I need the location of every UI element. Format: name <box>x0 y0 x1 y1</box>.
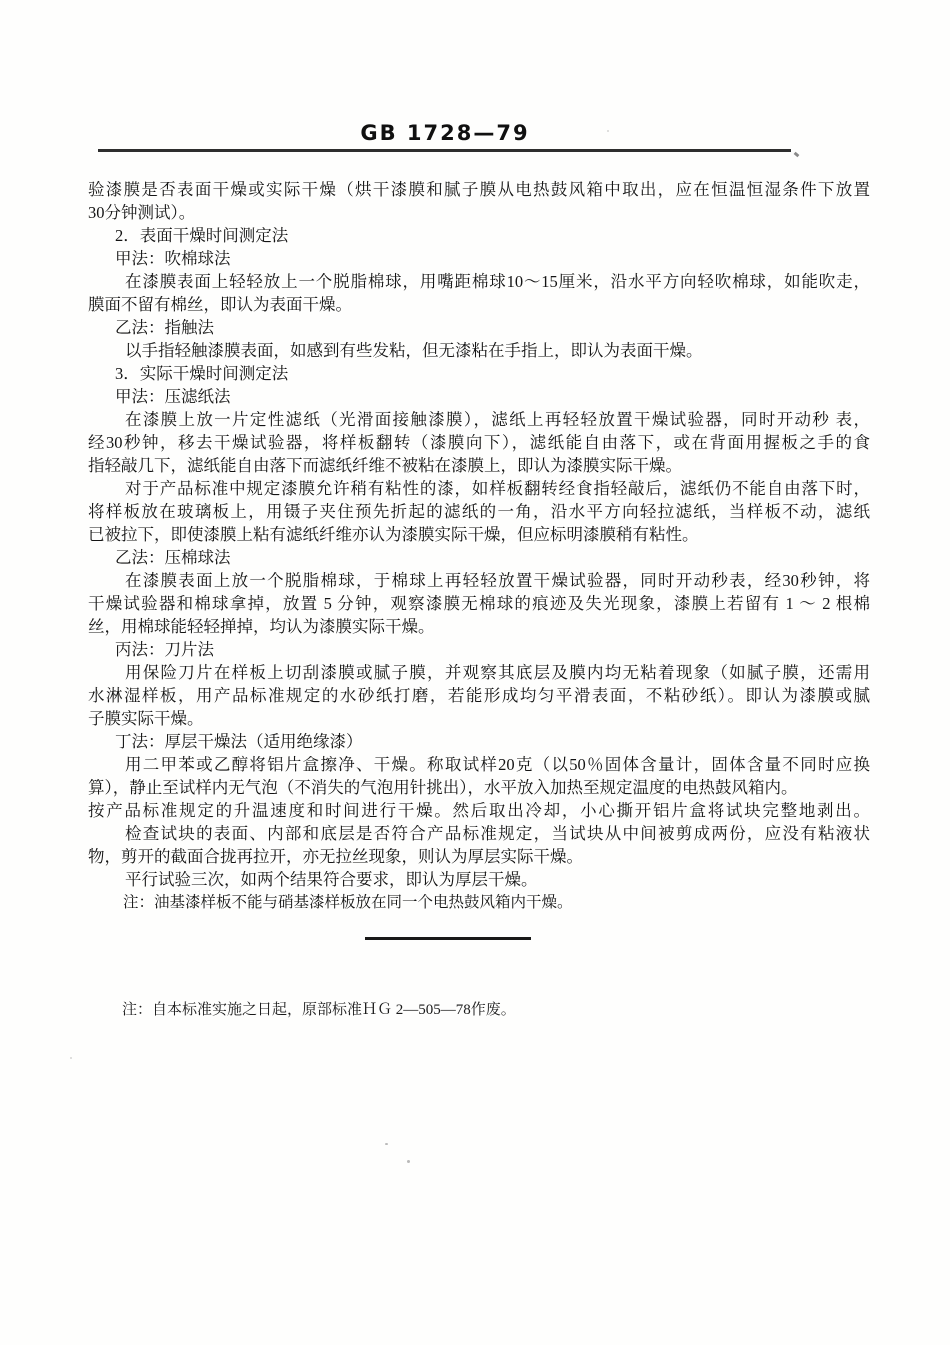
text-line: 平行试验三次，如两个结果符合要求，即认为厚层干燥。 <box>125 870 538 889</box>
text-line: 水淋湿样板，用产品标准规定的水砂纸打磨，若能形成均匀平滑表面，不粘砂纸）。即认为漆膜或腻 <box>88 686 870 705</box>
text-line: 甲法：压滤纸法 <box>115 387 231 406</box>
text-line: 30分钟测试）。 <box>88 203 196 222</box>
footnote: 注：自本标准实施之日起，原部标准ＨＧ 2—505—78作废。 <box>122 1002 516 1018</box>
text-line: 用保险刀片在样板上切刮漆膜或腻子膜，并观察其底层及膜内均无粘着现象（如腻子膜，还需用 <box>125 663 870 682</box>
scan-artifact-tick <box>794 152 800 158</box>
scan-speck <box>70 1057 72 1059</box>
text-line: 丁法：厚层干燥法（适用绝缘漆） <box>115 732 363 751</box>
text-line: 用二甲苯或乙醇将铝片盒擦净、干燥。称取试样20克（以50％固体含量计，固体含量不同时应换 <box>125 755 870 774</box>
text-line: 检查试块的表面、内部和底层是否符合产品标准规定，当试块从中间被剪成两份，应没有粘液状 <box>125 824 870 843</box>
text-line: 在漆膜表面上放一个脱脂棉球，于棉球上再轻轻放置干燥试验器，同时开动秒表，经30秒钟，将 <box>125 571 870 590</box>
text-line: 已被拉下，即使漆膜上粘有滤纸纤维亦认为漆膜实际干燥，但应标明漆膜稍有粘性。 <box>88 525 699 544</box>
text-line: 乙法：指触法 <box>115 318 214 337</box>
text-line: 对于产品标准中规定漆膜允许稍有粘性的漆，如样板翻转经食指轻敲后，滤纸仍不能自由落下时， <box>125 479 870 498</box>
text-line: 按产品标准规定的升温速度和时间进行干燥。然后取出冷却，小心撕开铝片盒将试块完整地剥出。 <box>88 801 870 820</box>
text-line: 验漆膜是否表面干燥或实际干燥（烘干漆膜和腻子膜从电热鼓风箱中取出，应在恒温恒湿条件下放置 <box>88 180 870 199</box>
text-line: 甲法：吹棉球法 <box>115 249 231 268</box>
text-line: 以手指轻触漆膜表面，如感到有些发粘，但无漆粘在手指上，即认为表面干燥。 <box>125 341 703 360</box>
header-rule <box>98 149 791 152</box>
text-line: 膜面不留有棉丝，即认为表面干燥。 <box>88 295 352 314</box>
scan-speck <box>407 1160 410 1163</box>
scan-speck <box>385 1143 388 1145</box>
text-line: 指轻敲几下，滤纸能自由落下而滤纸纤维不被粘在漆膜上，即认为漆膜实际干燥。 <box>88 456 682 475</box>
text-line: 乙法：压棉球法 <box>115 548 231 567</box>
standard-code: GB 1728—79 <box>360 121 530 145</box>
text-line: 注：油基漆样板不能与硝基漆样板放在同一个电热鼓风箱内干燥。 <box>123 894 573 911</box>
document-body <box>88 178 870 914</box>
text-line: 在漆膜表面上轻轻放上一个脱脂棉球，用嘴距棉球10～15厘米，沿水平方向轻吹棉球，如能吹走， <box>125 272 870 291</box>
scan-speck <box>607 130 609 132</box>
text-line: 2．表面干燥时间测定法 <box>115 226 289 245</box>
text-line: 子膜实际干燥。 <box>88 709 204 728</box>
text-line: 算），静止至试样内无气泡（不消失的气泡用针挑出），水平放入加热至规定温度的电热鼓风箱内。 <box>88 778 798 797</box>
text-line: 3．实际干燥时间测定法 <box>115 364 289 383</box>
text-line: 丝，用棉球能轻轻掸掉，均认为漆膜实际干燥。 <box>88 617 435 636</box>
text-line: 物，剪开的截面合拢再拉开，亦无拉丝现象，则认为厚层实际干燥。 <box>88 847 583 866</box>
text-line: 将样板放在玻璃板上，用镊子夹住预先折起的滤纸的一角，沿水平方向轻拉滤纸，当样板不动，滤纸 <box>88 502 870 521</box>
section-divider-rule <box>365 937 531 940</box>
text-line: 经30秒钟，移去干燥试验器，将样板翻转（漆膜向下），滤纸能自由落下，或在背面用握板之手的食 <box>88 433 870 452</box>
text-line: 在漆膜上放一片定性滤纸（光滑面接触漆膜），滤纸上再轻轻放置干燥试验器，同时开动秒 表， <box>125 410 870 429</box>
text-line: 干燥试验器和棉球拿掉，放置 5 分钟，观察漆膜无棉球的痕迹及失光现象，漆膜上若留有 1 ～ 2 根棉 <box>88 594 870 613</box>
text-line: 丙法：刀片法 <box>115 640 214 659</box>
